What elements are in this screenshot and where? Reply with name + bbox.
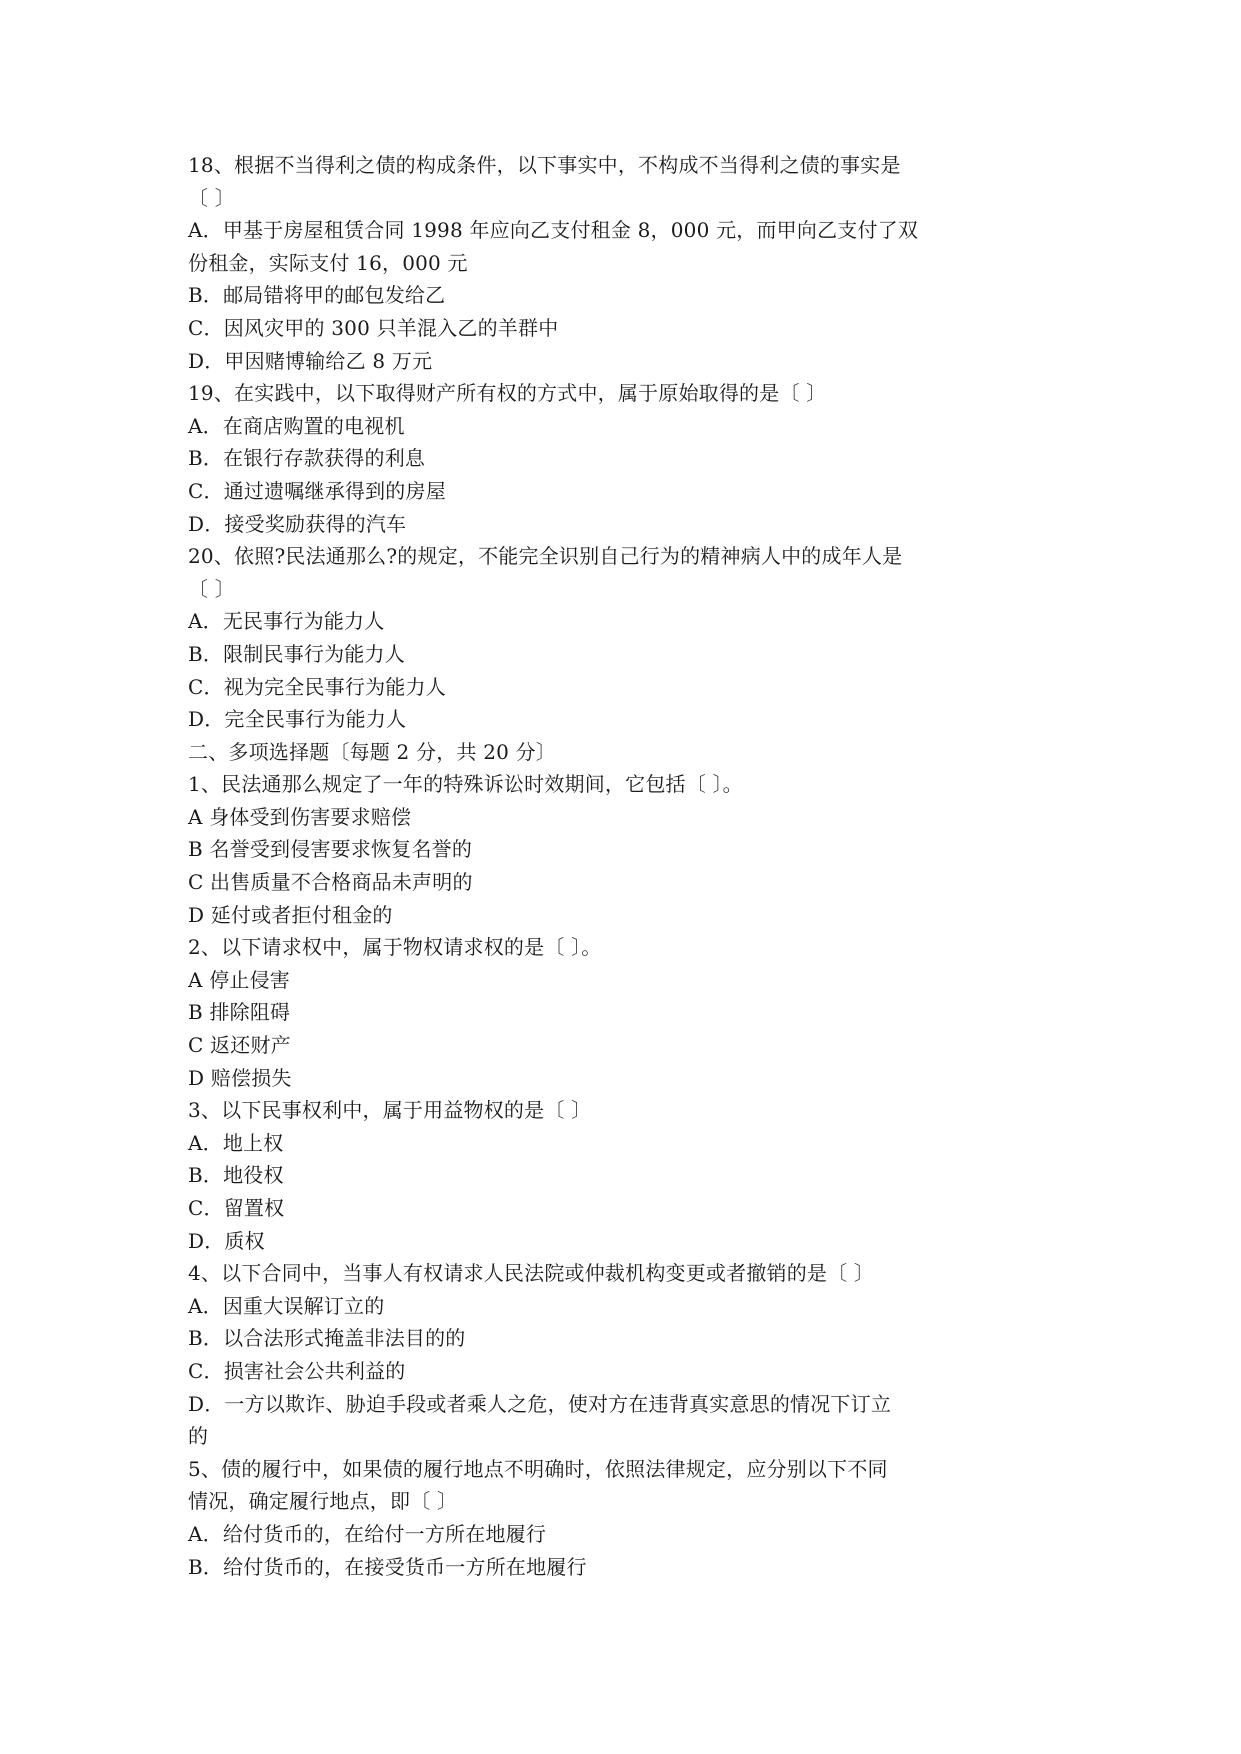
question-19-option-a: A．在商店购置的电视机: [188, 413, 405, 438]
question-18-blank: 〔 〕: [188, 185, 235, 210]
section-heading-multiple-choice: 二、多项选择题〔每题 2 分，共 20 分〕: [188, 739, 557, 764]
mc-question-3-option-c: C．留置权: [188, 1196, 285, 1220]
question-19-option-d: D．接受奖励获得的汽车: [188, 511, 407, 536]
mc-question-4-option-c: C．损害社会公共利益的: [188, 1358, 406, 1383]
mc-question-5-text: 5、债的履行中，如果债的履行地点不明确时，依照法律规定，应分别以下不同: [188, 1456, 888, 1481]
mc-question-3-text: 3、以下民事权利中，属于用益物权的是〔 〕: [188, 1098, 592, 1123]
question-18-option-d: D．甲因赌博输给乙 8 万元: [188, 348, 433, 373]
mc-question-2-option-a: A 停止侵害: [188, 967, 291, 992]
mc-question-4-option-a: A．因重大误解订立的: [188, 1293, 385, 1318]
question-18-text: 18、根据不当得利之债的构成条件，以下事实中，不构成不当得利之债的事实是: [188, 153, 901, 177]
mc-question-3-option-a: A．地上权: [188, 1130, 284, 1155]
document-body: [188, 149, 978, 1583]
question-20-option-d: D．完全民事行为能力人: [188, 707, 407, 732]
mc-question-1-text: 1、民法通那么规定了一年的特殊诉讼时效期间，它包括〔 〕。: [188, 772, 743, 797]
mc-question-1-option-a: A 身体受到伤害要求赔偿: [188, 804, 412, 829]
mc-question-2-option-b: B 排除阻碍: [188, 1000, 291, 1025]
question-18-option-c: C．因风灾甲的 300 只羊混入乙的羊群中: [188, 315, 559, 340]
mc-question-1-option-b: B 名誉受到侵害要求恢复名誉的: [188, 837, 473, 862]
question-20-option-c: C．视为完全民事行为能力人: [188, 674, 446, 699]
mc-question-2-text: 2、以下请求权中，属于物权请求权的是〔 〕。: [188, 935, 602, 960]
mc-question-5-option-b: B．给付货币的，在接受货币一方所在地履行: [188, 1554, 587, 1579]
mc-question-4-option-b: B．以合法形式掩盖非法目的的: [188, 1326, 466, 1351]
mc-question-3-option-d: D．质权: [188, 1228, 265, 1253]
question-18-option-a: A．甲基于房屋租赁合同 1998 年应向乙支付租金 8，000 元，而甲向乙支付了双: [188, 218, 919, 243]
question-18-option-b: B．邮局错将甲的邮包发给乙: [188, 283, 446, 308]
mc-question-1-option-c: C 出售质量不合格商品未声明的: [188, 870, 473, 895]
question-20-blank: 〔 〕: [188, 576, 235, 601]
question-20-option-a: A．无民事行为能力人: [188, 609, 385, 634]
question-19-text: 19、在实践中，以下取得财产所有权的方式中，属于原始取得的是〔 〕: [188, 381, 827, 406]
mc-question-4-option-d: D．一方以欺诈、胁迫手段或者乘人之危，使对方在违背真实意思的情况下订立: [188, 1391, 892, 1416]
mc-question-5-option-a: A．给付货币的，在给付一方所在地履行: [188, 1521, 547, 1546]
question-19-option-c: C．通过遗嘱继承得到的房屋: [188, 478, 446, 503]
question-19-option-b: B．在银行存款获得的利息: [188, 446, 426, 471]
mc-question-1-option-d: D 延付或者拒付租金的: [188, 902, 393, 927]
mc-question-4-option-d-continued: 的: [188, 1424, 209, 1449]
mc-question-2-option-d: D 赔偿损失: [188, 1065, 292, 1090]
question-20-option-b: B．限制民事行为能力人: [188, 641, 405, 666]
mc-question-4-text: 4、以下合同中，当事人有权请求人民法院或仲裁机构变更或者撤销的是〔 〕: [188, 1261, 875, 1286]
mc-question-5-text-continued: 情况，确定履行地点，即〔 〕: [188, 1489, 458, 1514]
question-18-option-a-continued: 份租金，实际支付 16，000 元: [188, 250, 468, 275]
mc-question-3-option-b: B．地役权: [188, 1163, 284, 1188]
mc-question-2-option-c: C 返还财产: [188, 1033, 291, 1058]
question-20-text: 20、依照?民法通那么?的规定，不能完全识别自己行为的精神病人中的成年人是: [188, 544, 903, 569]
